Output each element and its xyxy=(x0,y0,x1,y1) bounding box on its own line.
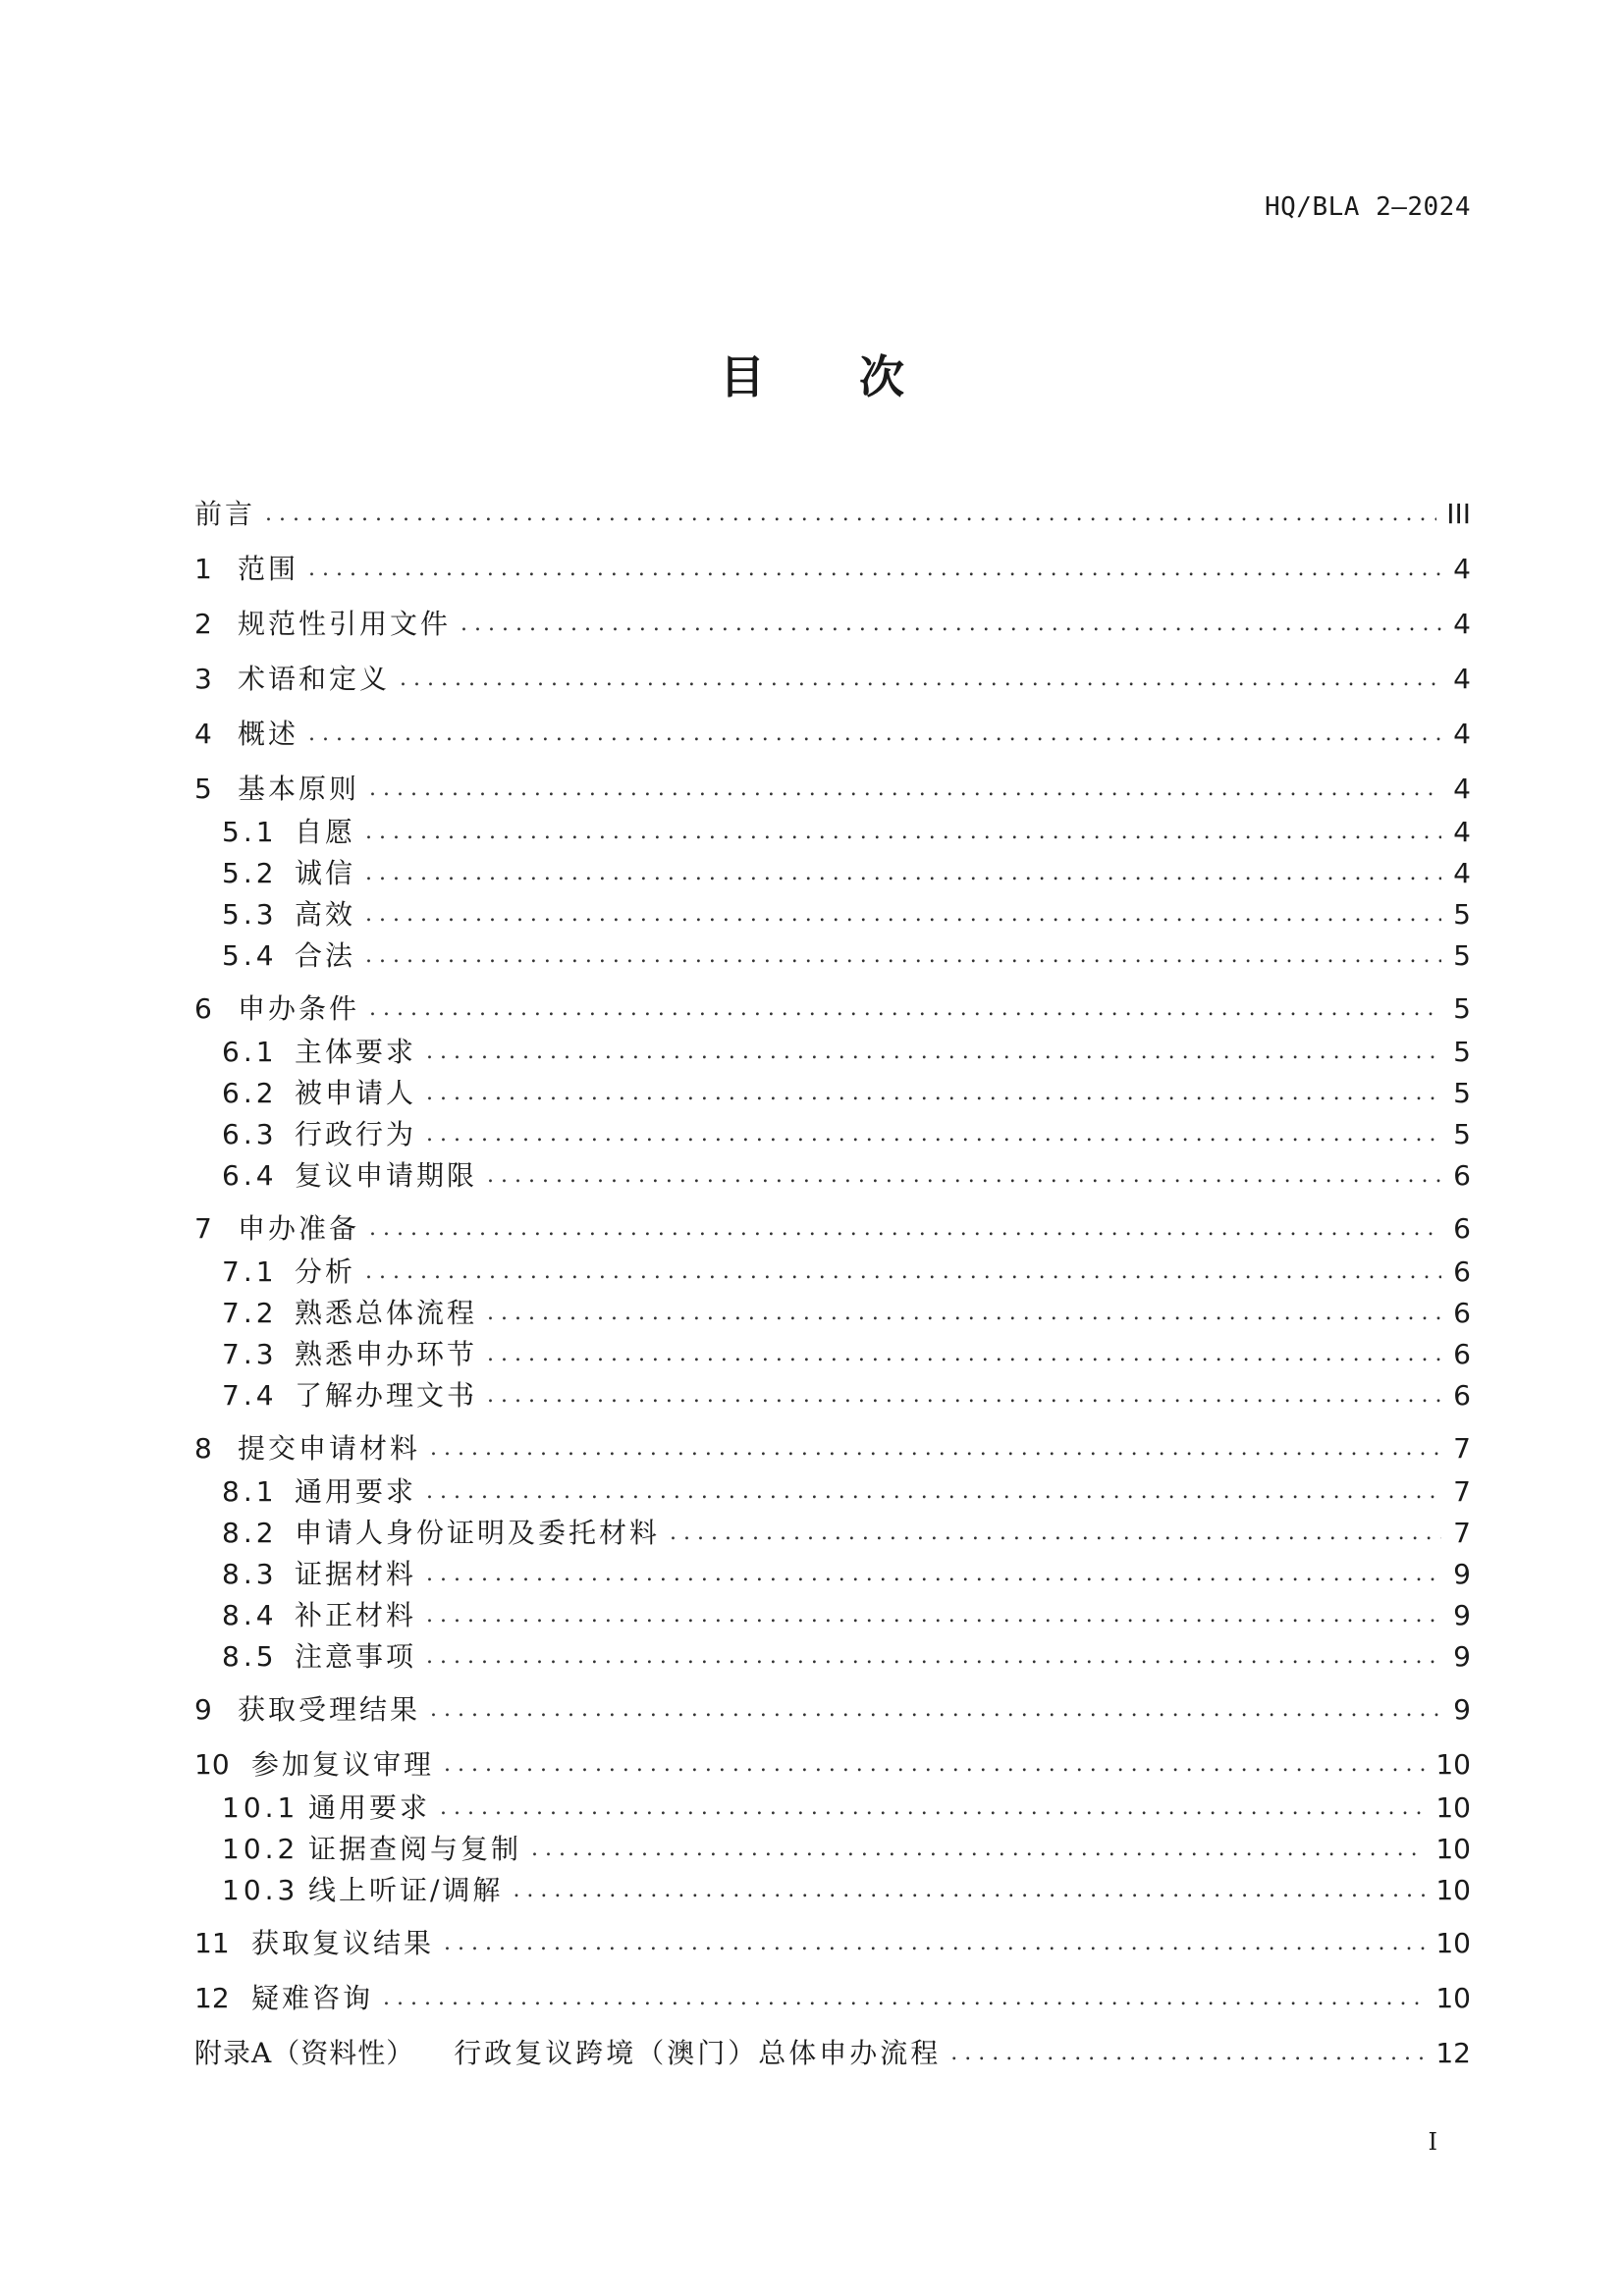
toc-page: 10 xyxy=(1435,1982,1471,2014)
toc-leader xyxy=(365,897,1441,933)
toc-label: 诚信 xyxy=(295,857,356,889)
toc-label: 通用要求 xyxy=(295,1475,417,1508)
toc-appendix-number: 附录A（资料性） xyxy=(194,2037,415,2069)
toc-number: 12 xyxy=(194,1982,230,2014)
toc-number: 4 xyxy=(194,718,212,750)
toc-leader xyxy=(426,1557,1441,1592)
toc-number: 5.1 xyxy=(222,816,278,848)
toc-label: 补正材料 xyxy=(295,1599,417,1631)
toc-number: 6.2 xyxy=(222,1077,278,1109)
toc-leader xyxy=(513,1873,1426,1908)
toc-entry-7-3[interactable] xyxy=(222,1337,1471,1372)
toc-leader xyxy=(460,607,1441,642)
toc-leader xyxy=(365,856,1441,891)
toc-label: 主体要求 xyxy=(295,1036,417,1068)
toc-number: 7.3 xyxy=(222,1338,278,1370)
toc-number: 5.3 xyxy=(222,898,278,931)
toc-label: 申请人身份证明及委托材料 xyxy=(295,1517,661,1549)
toc-number: 3 xyxy=(194,663,212,695)
toc-leader xyxy=(426,1076,1441,1111)
toc-number: 6 xyxy=(194,992,212,1025)
toc-number: 11 xyxy=(194,1927,230,1959)
toc-entry-2[interactable] xyxy=(194,607,1471,642)
toc-number: 10 xyxy=(194,1748,230,1781)
toc-page: III xyxy=(1446,498,1471,530)
toc-number: 7.4 xyxy=(222,1379,278,1412)
toc-label: 熟悉总体流程 xyxy=(295,1297,478,1329)
toc-page: 12 xyxy=(1435,2037,1471,2069)
toc-leader xyxy=(369,772,1441,807)
toc-leader xyxy=(365,1255,1441,1290)
toc-page: 9 xyxy=(1453,1558,1471,1590)
toc-entry-7-2[interactable] xyxy=(222,1296,1471,1331)
toc-leader xyxy=(440,1790,1426,1826)
toc-label: 疑难咨询 xyxy=(251,1982,374,2014)
toc-page: 9 xyxy=(1453,1693,1471,1726)
toc-label: 高效 xyxy=(295,898,356,931)
toc-leader xyxy=(430,1692,1441,1728)
toc-page: 7 xyxy=(1453,1475,1471,1508)
toc-leader xyxy=(308,717,1441,752)
toc-entry-1[interactable] xyxy=(194,552,1471,587)
toc-leader xyxy=(383,1981,1426,2016)
toc-number: 5.4 xyxy=(222,939,278,972)
toc-entry-6-3[interactable] xyxy=(222,1117,1471,1152)
toc-page: 4 xyxy=(1453,553,1471,585)
toc-page: 10 xyxy=(1435,1927,1471,1959)
toc-page: 5 xyxy=(1453,1118,1471,1150)
toc-leader xyxy=(531,1832,1426,1867)
toc-entry-5-1[interactable] xyxy=(222,815,1471,850)
toc-label: 通用要求 xyxy=(308,1791,431,1824)
toc-label: 前言 xyxy=(194,498,256,530)
toc-entry-9[interactable] xyxy=(194,1692,1471,1728)
toc-number: 8.5 xyxy=(222,1640,278,1673)
toc-label: 提交申请材料 xyxy=(238,1432,421,1465)
toc-label: 熟悉申办环节 xyxy=(295,1338,478,1370)
toc-entry-7[interactable] xyxy=(194,1211,1471,1247)
toc-leader xyxy=(369,991,1441,1027)
toc-label: 概述 xyxy=(238,718,299,750)
toc-entry-10-3[interactable] xyxy=(222,1873,1471,1908)
toc-leader xyxy=(487,1158,1441,1194)
toc-label: 申办条件 xyxy=(238,992,360,1025)
toc-leader xyxy=(487,1378,1441,1414)
toc-leader xyxy=(426,1035,1441,1070)
toc-page: 4 xyxy=(1453,718,1471,750)
toc-number: 8.3 xyxy=(222,1558,278,1590)
toc-entry-10-1[interactable] xyxy=(222,1790,1471,1826)
toc-entry-5-4[interactable] xyxy=(222,938,1471,974)
toc-page: 10 xyxy=(1435,1791,1471,1824)
toc-label: 合法 xyxy=(295,939,356,972)
toc-page: 6 xyxy=(1453,1255,1471,1288)
toc-entry-6-4[interactable] xyxy=(222,1158,1471,1194)
toc-entry-5-2[interactable] xyxy=(222,856,1471,891)
toc-number: 5 xyxy=(194,773,212,805)
toc-number: 10.3 xyxy=(222,1874,299,1906)
toc-entry-3[interactable] xyxy=(194,662,1471,697)
toc-page: 10 xyxy=(1435,1833,1471,1865)
toc-leader xyxy=(670,1516,1441,1551)
toc-number: 6.3 xyxy=(222,1118,278,1150)
toc-leader xyxy=(426,1598,1441,1633)
toc-entry-8-3[interactable] xyxy=(222,1557,1471,1592)
toc-label: 复议申请期限 xyxy=(295,1159,478,1192)
toc-leader xyxy=(400,662,1441,697)
toc-entry-6[interactable] xyxy=(194,991,1471,1027)
toc-page: 7 xyxy=(1453,1432,1471,1465)
toc-label: 范围 xyxy=(238,553,299,585)
toc-leader xyxy=(308,552,1441,587)
toc-label: 证据材料 xyxy=(295,1558,417,1590)
toc-leader xyxy=(365,815,1441,850)
toc-page: 6 xyxy=(1453,1297,1471,1329)
toc-entry-8-4[interactable] xyxy=(222,1598,1471,1633)
toc-page: 6 xyxy=(1453,1159,1471,1192)
toc-entry-12[interactable] xyxy=(194,1981,1471,2016)
toc-leader xyxy=(426,1117,1441,1152)
toc-leader xyxy=(487,1296,1441,1331)
toc-label: 分析 xyxy=(295,1255,356,1288)
toc-page: 4 xyxy=(1453,773,1471,805)
toc-page: 6 xyxy=(1453,1338,1471,1370)
toc-label: 规范性引用文件 xyxy=(238,608,452,640)
toc-number: 8.4 xyxy=(222,1599,278,1631)
toc-number: 6.4 xyxy=(222,1159,278,1192)
toc-label: 术语和定义 xyxy=(238,663,391,695)
toc-page: 6 xyxy=(1453,1212,1471,1245)
toc-leader xyxy=(487,1337,1441,1372)
page-number: I xyxy=(1428,2128,1437,2156)
toc-entry-6-2[interactable] xyxy=(222,1076,1471,1111)
toc-number: 5.2 xyxy=(222,857,278,889)
toc-number: 10.1 xyxy=(222,1791,299,1824)
toc-number: 8 xyxy=(194,1432,212,1465)
toc-page: 6 xyxy=(1453,1379,1471,1412)
toc-leader xyxy=(444,1926,1426,1961)
toc-entry-8-1[interactable] xyxy=(222,1474,1471,1510)
toc-number: 9 xyxy=(194,1693,212,1726)
toc-page: 4 xyxy=(1453,816,1471,848)
toc-label: 注意事项 xyxy=(295,1640,417,1673)
toc-number: 6.1 xyxy=(222,1036,278,1068)
standard-number: HQ/BLA 2—2024 xyxy=(1265,192,1471,222)
toc-number: 7.2 xyxy=(222,1297,278,1329)
toc-entry-5-3[interactable] xyxy=(222,897,1471,933)
toc-entry-7-1[interactable] xyxy=(222,1255,1471,1290)
toc-entry-7-4[interactable] xyxy=(222,1378,1471,1414)
toc-number: 8.1 xyxy=(222,1475,278,1508)
toc-page: 5 xyxy=(1453,992,1471,1025)
toc-number: 8.2 xyxy=(222,1517,278,1549)
toc-entry-10-2[interactable] xyxy=(222,1832,1471,1867)
toc-entry-8-2[interactable] xyxy=(222,1516,1471,1551)
toc-leader xyxy=(426,1639,1441,1675)
toc-entry-11[interactable] xyxy=(194,1926,1471,1961)
toc-label: 申办准备 xyxy=(238,1212,360,1245)
toc-number: 7.1 xyxy=(222,1255,278,1288)
toc-page: 7 xyxy=(1453,1517,1471,1549)
toc-number: 2 xyxy=(194,608,212,640)
toc-page: 4 xyxy=(1453,857,1471,889)
page-title: 目次 xyxy=(720,350,999,403)
toc-entry-10[interactable] xyxy=(194,1747,1471,1783)
toc-page: 9 xyxy=(1453,1599,1471,1631)
toc-number: 7 xyxy=(194,1212,212,1245)
toc-page: 10 xyxy=(1435,1748,1471,1781)
toc-entry-foreword[interactable] xyxy=(194,497,1471,532)
toc-entry-5[interactable] xyxy=(194,772,1471,807)
toc-page: 5 xyxy=(1453,1077,1471,1109)
toc-leader xyxy=(444,1747,1426,1783)
toc-label: 基本原则 xyxy=(238,773,360,805)
toc-page: 5 xyxy=(1453,898,1471,931)
toc-label: 线上听证/调解 xyxy=(308,1874,504,1906)
toc-label: 自愿 xyxy=(295,816,356,848)
toc-page: 10 xyxy=(1435,1874,1471,1906)
toc-page: 4 xyxy=(1453,663,1471,695)
toc-entry-8-5[interactable] xyxy=(222,1639,1471,1675)
toc-label: 获取受理结果 xyxy=(238,1693,421,1726)
toc-entry-8[interactable] xyxy=(194,1431,1471,1467)
toc-label: 证据查阅与复制 xyxy=(308,1833,522,1865)
toc-entry-4[interactable] xyxy=(194,717,1471,752)
toc-number: 10.2 xyxy=(222,1833,299,1865)
toc-label: 了解办理文书 xyxy=(295,1379,478,1412)
toc-page: 9 xyxy=(1453,1640,1471,1673)
toc-label: 参加复议审理 xyxy=(251,1748,435,1781)
toc-label: 行政复议跨境（澳门）总体申办流程 xyxy=(454,2037,942,2069)
toc-entry-6-1[interactable] xyxy=(222,1035,1471,1070)
toc-leader xyxy=(426,1474,1441,1510)
toc-page: 5 xyxy=(1453,1036,1471,1068)
toc-leader xyxy=(950,2036,1426,2071)
toc-page: 4 xyxy=(1453,608,1471,640)
toc-leader xyxy=(265,497,1436,532)
toc-leader xyxy=(369,1211,1441,1247)
toc-label: 获取复议结果 xyxy=(251,1927,435,1959)
toc-label: 行政行为 xyxy=(295,1118,417,1150)
toc-entry-appendix-a[interactable] xyxy=(194,2036,1471,2071)
toc-label: 被申请人 xyxy=(295,1077,417,1109)
toc-page: 5 xyxy=(1453,939,1471,972)
toc-leader xyxy=(430,1431,1441,1467)
toc-number: 1 xyxy=(194,553,212,585)
toc-leader xyxy=(365,938,1441,974)
